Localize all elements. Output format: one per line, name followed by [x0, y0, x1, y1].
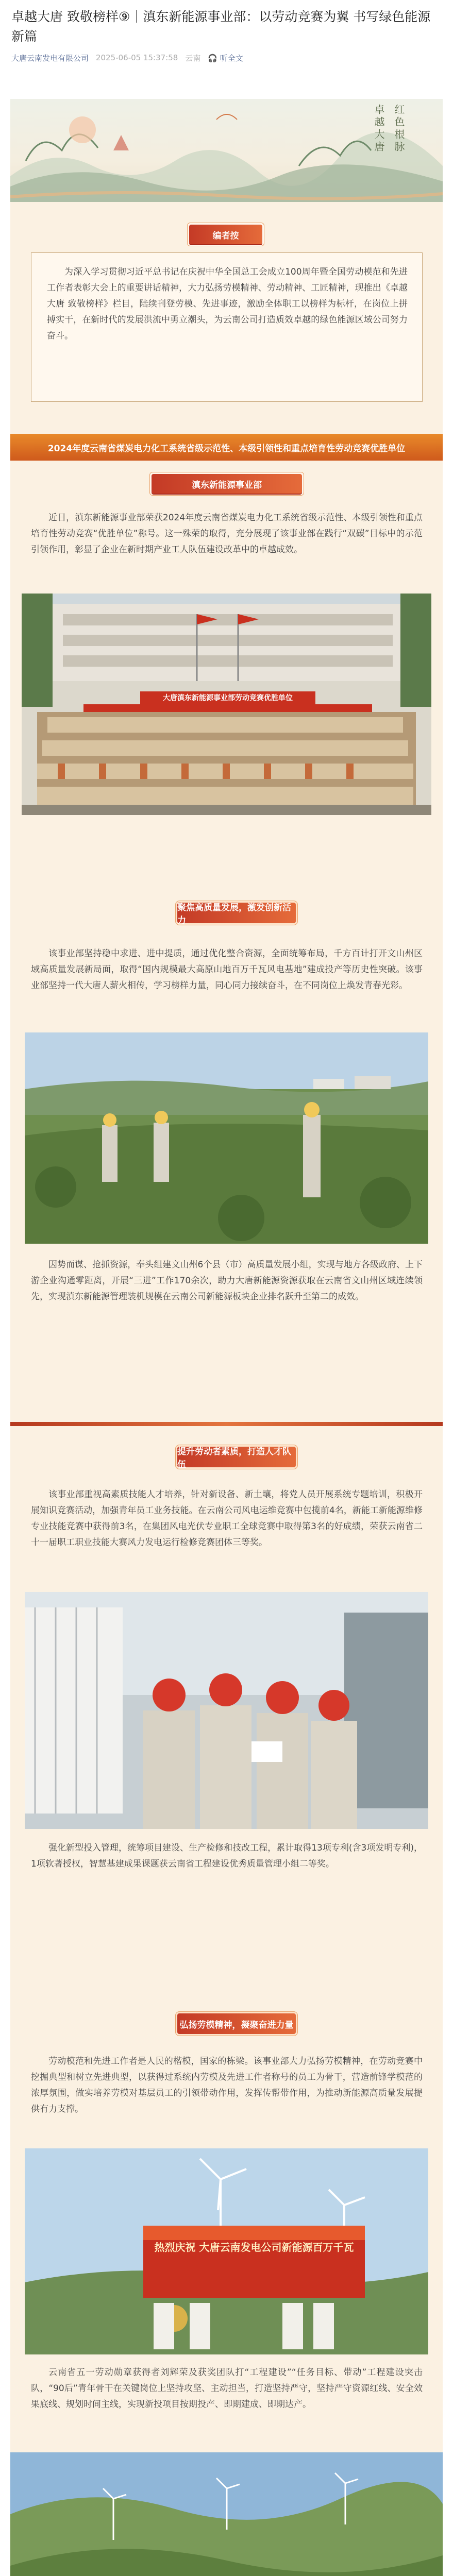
publish-time: 2025-06-05 15:37:58 — [96, 53, 178, 62]
section4-caption: 云南省五一劳动勋章获得者刘辉荣及获奖团队打“工程建设”“任务目标、带动”工程建设突击队，“90后”青年骨干在关键岗位上坚持攻坚、主动担当，打造坚持严守，坚持严守资源红线、安全效果底线、规划时间主线，实现新投项目按期投产、即期建成、即期达产。 — [31, 2367, 423, 2410]
editor-note-box — [31, 252, 423, 402]
headphone-icon: 🎧 — [208, 53, 218, 63]
technicians-photo — [25, 1592, 428, 1829]
banner-calligraphy — [350, 104, 407, 171]
account-name[interactable]: 大唐云南发电有限公司 — [11, 53, 89, 63]
section3-caption: 强化新型投入管理，统筹项目建设、生产检修和技改工程，累计取得13项专利(含3项发明专利)，1项软著授权，智慧基建成果课题获云南省工程建设优秀质量管理小组二等奖。 — [31, 1843, 423, 1869]
section2-heading: 聚焦高质量发展，激发创新活力 — [177, 903, 296, 923]
section-model-worker — [10, 1989, 443, 2576]
group-photo-banner: 大唐滇东新能源事业部劳动竞赛优胜单位 — [163, 694, 293, 702]
scroll-rod-top — [10, 1422, 443, 1426]
article-title: 卓越大唐 致敬榜样⑨｜滇东新能源事业部：以劳动竞赛为翼 书写绿色能源新篇 — [11, 9, 431, 44]
section1-text: 近日，滇东新能源事业部荣获2024年度云南省煤炭电力化工系统省级示范性、本级引领性和重点培育性劳动竞赛“优胜单位”称号。这一殊荣的取得，充分展现了该事业部在践行“双碳”目标中的示范引领作用，彰显了企业在新时期产业工人队伍建设改革中的卓越成效。 — [31, 513, 423, 555]
section4-heading: 弘扬劳模精神，凝聚奋进力量 — [177, 2013, 296, 2034]
section-development — [10, 876, 443, 1422]
header-banner — [10, 99, 443, 202]
calligraphy-line-1: 红色根脉 — [393, 104, 405, 154]
group-photo — [22, 594, 431, 815]
editor-note-text: 为深入学习贯彻习近平总书记在庆祝中华全国总工会成立100周年暨全国劳动模范和先进工作者表彰大会上的重要讲话精神，大力弘扬劳模精神、劳动精神、工匠精神，现推出《卓越大唐 致敬榜样》栏目，陆续刊登劳模、先进事迹，激励全体职工以榜样为标杆，在岗位上拼搏实干，在新时代的发展洪流中勇立潮头，为云南公司打造质效卓越的绿色能源区域公司努力奋斗。 — [47, 267, 408, 341]
calligraphy-line-2: 卓越大唐 — [373, 104, 385, 154]
field-survey-photo — [25, 1032, 428, 1244]
section4-text: 劳动模范和先进工作者是人民的楷模，国家的栋梁。该事业部大力弘扬劳模精神，在劳动竞赛中挖掘典型和树立先进典型，以获得过系统内劳模及先进工作者称号的员工为骨干，营造前锋学模范的浓厚氛围，做实培养劳模对基层员工的引领带动作用，发挥传帮带作用，为推动新能源高质量发展提供有力支撑。 — [31, 2056, 423, 2114]
award-strip: 2024年度云南省煤炭电力化工系统省级示范性、本级引领性和重点培育性劳动竞赛优胜单位 — [10, 434, 443, 461]
unit-label: 滇东新能源事业部 — [152, 474, 302, 494]
editor-label: 编者按 — [189, 225, 262, 244]
listen-button[interactable] — [208, 53, 243, 63]
listen-label: 听全文 — [220, 53, 243, 63]
section-talent — [10, 1422, 443, 1989]
section2-caption: 因势而谋、抢抓资源，奉头组建文山州6个县（市）高质量发展小组，实现与地方各级政府、上下游企业沟通零距离，开展“三进”工作170余次，助力大唐新能源资源获取在云南省文山州区域连续领先，实现滇东新能源管理装机规模在云南公司新能源板块企业排名跃升至第二的成效。 — [31, 1260, 423, 1302]
editor-label-frame — [187, 223, 264, 246]
section3-text: 该事业部重视高素质技能人才培养，针对新设备、新土壤，将党人员开展系统专题培训，积极开展知识竞赛活动，加强青年员工业务技能。在云南公司风电运维竞赛中包揽前4名，新能工新能源维修专业技能竞赛中获得前3名，在集团风电光伏专业职工全球竞赛中取得第3名的好成绩，荣获云南省二十一届职工职业技能大赛风力发电运行检修竞赛团体三等奖。 — [31, 1489, 423, 1548]
unit-label-frame — [149, 472, 304, 496]
publish-location: 云南 — [185, 53, 201, 63]
celebration-photo — [25, 2148, 428, 2354]
section2-text: 该事业部坚持稳中求进、进中提质，通过优化整合资源，全面统筹布局，千方百计打开文山州区域高质量发展新局面，取得“国内规模最大高原山地百万千瓦风电基地”建成投产等历史性突破。该事业部坚持一代大唐人薪火相传，学习榜样力量，同心同力接续奋斗，在不同岗位上焕发青春光彩。 — [31, 948, 423, 991]
mountain-windfarm-photo — [10, 2452, 443, 2576]
article-meta — [11, 52, 243, 64]
section3-heading: 提升劳动者素质，打造人才队伍 — [177, 1447, 296, 1467]
celebration-banner-text: 热烈庆祝 大唐云南发电公司新能源百万千瓦 — [154, 2241, 354, 2253]
editor-note-section — [10, 202, 443, 434]
section-award — [10, 461, 443, 876]
